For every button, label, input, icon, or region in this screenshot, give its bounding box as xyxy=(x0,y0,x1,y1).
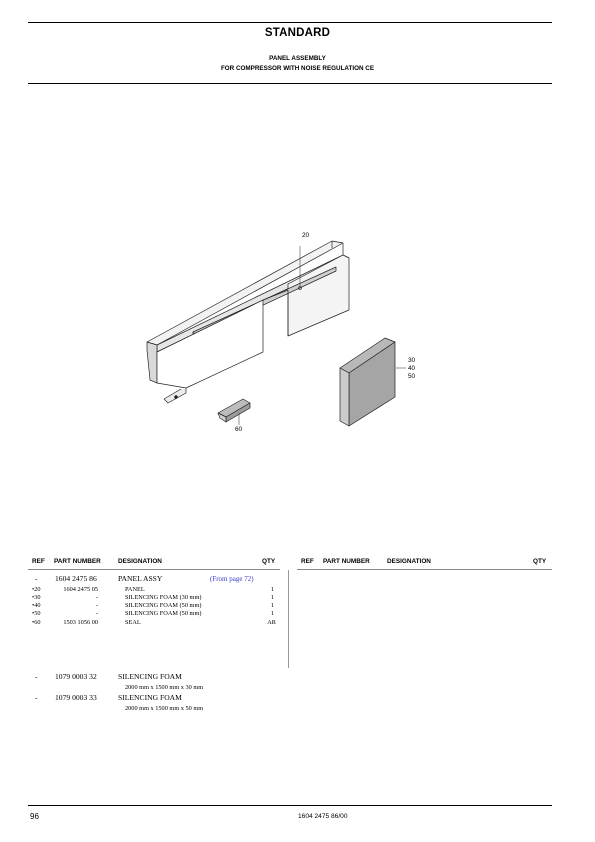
row-designation: SILENCING FOAM (50 mm) xyxy=(125,610,202,617)
row-designation: PANEL xyxy=(125,586,145,593)
col-header-qty: QTY xyxy=(262,558,276,565)
row-ref: •60 xyxy=(32,619,41,626)
row-dimensions: 2000 mm x 1500 mm x 50 mm xyxy=(125,705,204,712)
page-title: STANDARD xyxy=(264,27,331,39)
col-header-ref-right: REF xyxy=(301,558,314,565)
assembly-subtitle: FOR COMPRESSOR WITH NOISE REGULATION CE xyxy=(220,65,375,72)
callout-40: 40 xyxy=(408,365,416,372)
callout-20: 20 xyxy=(302,232,310,239)
col-header-part-number: PART NUMBER xyxy=(54,558,101,565)
row-part-number: 1503 1056 00 xyxy=(63,619,98,626)
row-ref: •50 xyxy=(32,610,41,617)
footer-rule xyxy=(28,805,552,806)
col-header-designation: DESIGNATION xyxy=(118,558,162,565)
row-part-number: 1604 2475 05 xyxy=(63,586,98,593)
row-part-number: 1079 0003 33 xyxy=(55,693,97,702)
silencing-foam-part xyxy=(340,338,406,426)
row-designation: PANEL ASSY xyxy=(118,574,163,583)
row-designation: SILENCING FOAM (50 mm) xyxy=(125,602,202,609)
row-qty: 1 xyxy=(270,586,274,593)
row-ref: - xyxy=(35,574,38,583)
row-designation: SILENCING FOAM (30 mm) xyxy=(125,594,202,601)
column-divider xyxy=(288,570,289,668)
callout-50: 50 xyxy=(408,373,416,380)
row-part-number: 1079 0003 32 xyxy=(55,672,97,681)
panel-part xyxy=(147,241,349,403)
callout-60: 60 xyxy=(235,426,243,433)
seal-part xyxy=(218,399,250,425)
page-number: 96 xyxy=(30,812,39,821)
row-designation: SILENCING FOAM xyxy=(118,672,182,681)
col-header-ref: REF xyxy=(32,558,45,565)
callout-30: 30 xyxy=(408,357,416,364)
row-designation: SILENCING FOAM xyxy=(118,693,182,702)
row-part-number: 1604 2475 86 xyxy=(55,574,97,583)
row-ref: •30 xyxy=(32,594,41,601)
row-part-number: - xyxy=(95,602,98,609)
row-ref: - xyxy=(35,693,38,702)
row-qty: 1 xyxy=(270,602,274,609)
row-part-number: - xyxy=(95,610,98,617)
col-header-designation-right: DESIGNATION xyxy=(387,558,431,565)
table-rule-left xyxy=(28,569,280,570)
row-designation: SEAL xyxy=(125,619,141,626)
assembly-title: PANEL ASSEMBLY xyxy=(269,55,326,62)
row-ref: •40 xyxy=(32,602,41,609)
col-header-part-number-right: PART NUMBER xyxy=(323,558,370,565)
row-qty: 1 xyxy=(270,594,274,601)
row-ref: •20 xyxy=(32,586,41,593)
table-rule-right xyxy=(297,569,552,570)
row-part-number: - xyxy=(95,594,98,601)
row-qty: AR xyxy=(267,619,276,626)
row-ref: - xyxy=(35,672,38,681)
col-header-qty-right: QTY xyxy=(533,558,547,565)
row-page-reference: (From page 72) xyxy=(210,575,254,583)
row-dimensions: 2000 mm x 1500 mm x 30 mm xyxy=(125,684,204,691)
document-number: 1604 2475 86/00 xyxy=(298,813,348,820)
row-qty: 1 xyxy=(270,610,274,617)
